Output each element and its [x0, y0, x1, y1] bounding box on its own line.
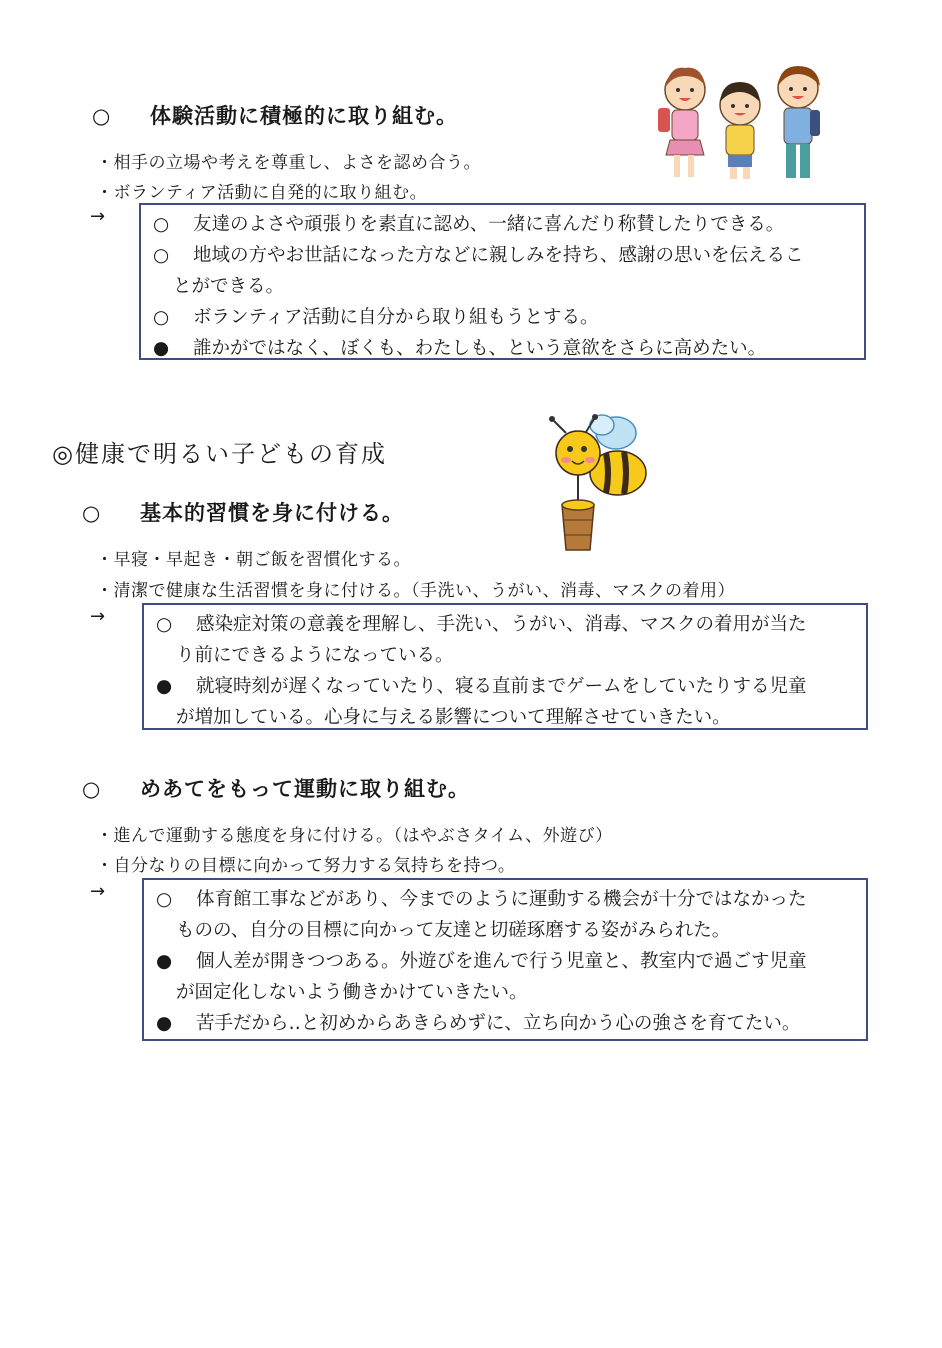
- section1-arrow: →: [90, 206, 106, 227]
- section2-box-item-2-cont: [156, 702, 858, 733]
- box-item-text-cont: が増加している。心身に与える影響について理解させていきたい。: [176, 707, 731, 728]
- honey-bucket: [562, 505, 594, 550]
- boy-figure-small: [720, 82, 760, 179]
- section1-box-item-4: [153, 333, 856, 364]
- box-item-text: 感染症対策の意義を理解し、手洗い、うがい、消毒、マスクの着用が当た: [196, 614, 807, 635]
- section1-box: [139, 203, 866, 360]
- box-item-text: 地域の方やお世話になった方などに親しみを持ち、感謝の思いを伝えるこ: [193, 245, 804, 266]
- box-item-text-cont: が固定化しないよう働きかけていきたい。: [176, 982, 528, 1003]
- box-item-text: 苦手だから‥と初めからあきらめずに、立ち向かう心の強さを育てたい。: [196, 1013, 801, 1034]
- section1-box-item-2-cont: [153, 271, 856, 302]
- bee-head: [556, 431, 600, 475]
- section2-heading: 基本的習慣を身に付ける。: [139, 501, 404, 525]
- box-item-mark: ●: [153, 338, 170, 359]
- section3-box-item-1-cont: [156, 915, 858, 946]
- box-item-text-cont: とができる。: [173, 276, 285, 297]
- boy-figure-tall: [778, 66, 820, 178]
- bee-illustration: [536, 405, 656, 555]
- section2-box-item-1-cont: [156, 640, 858, 671]
- box-item-mark: ○: [156, 614, 173, 635]
- box-item-text: 就寝時刻が遅くなっていたり、寝る直前までゲームをしていたりする児童: [196, 676, 807, 697]
- box-item-mark: ○: [153, 245, 170, 266]
- section1-box-item-3: [153, 302, 856, 333]
- section2-box: [142, 603, 868, 730]
- section1-box-item-2: [153, 240, 856, 271]
- box-item-mark: ○: [153, 214, 170, 235]
- section2-heading-row: [82, 497, 404, 527]
- section1-heading-mark: ○: [92, 104, 112, 128]
- section1-box-item-1: [153, 209, 856, 240]
- section2-arrow: →: [90, 606, 106, 627]
- section3-arrow: →: [90, 881, 106, 902]
- section3-box-item-2-cont: [156, 977, 858, 1008]
- section3-box-item-2: [156, 946, 858, 977]
- box-item-mark: ●: [156, 951, 173, 972]
- section3-box-item-3: [156, 1008, 858, 1039]
- box-item-text: ボランティア活動に自分から取り組もうとする。: [193, 307, 599, 328]
- section1-heading-row: [92, 100, 458, 130]
- section3-heading: めあてをもって運動に取り組む。: [139, 777, 470, 801]
- box-item-mark: ○: [156, 889, 173, 910]
- box-item-mark: ○: [153, 307, 170, 328]
- section3-heading-row: [82, 773, 470, 803]
- section3-bullet-1: ・進んで運動する態度を身に付ける。（はやぶさタイム、外遊び）: [96, 826, 613, 846]
- section1-heading: 体験活動に積極的に取り組む。: [149, 104, 458, 128]
- section2-box-item-1: [156, 609, 858, 640]
- box-item-text: 誰かがではなく、ぼくも、わたしも、という意欲をさらに高めたい。: [193, 338, 767, 359]
- box-item-text: 体育館工事などがあり、今までのように運動する機会が十分ではなかった: [196, 889, 807, 910]
- box-item-text: 友達のよさや頑張りを素直に認め、一緒に喜んだり称賛したりできる。: [193, 214, 785, 235]
- girl-figure: [658, 68, 706, 177]
- box-item-text: 個人差が開きつつある。外遊びを進んで行う児童と、教室内で過ごす児童: [196, 951, 807, 972]
- box-item-mark: ●: [156, 676, 173, 697]
- box-item-text-cont: り前にできるようになっている。: [176, 645, 454, 666]
- section3-box-item-1: [156, 884, 858, 915]
- section1-bullet-1: ・相手の立場や考えを尊重し、よさを認め合う。: [96, 153, 481, 173]
- section3-bullet-2: ・自分なりの目標に向かって努力する気持ちを持つ。: [96, 856, 516, 876]
- section3-box: [142, 878, 868, 1041]
- section2-bullet-2: ・清潔で健康な生活習慣を身に付ける。（手洗い、うがい、消毒、マスクの着用）: [96, 581, 735, 601]
- section2-heading-mark: ○: [82, 501, 102, 525]
- box-item-mark: ●: [156, 1013, 173, 1034]
- main-section-title: ◎健康で明るい子どもの育成: [52, 440, 387, 468]
- children-illustration: [650, 60, 830, 185]
- section3-heading-mark: ○: [82, 777, 102, 801]
- section2-bullet-1: ・早寝・早起き・朝ご飯を習慣化する。: [96, 550, 411, 570]
- section1-bullet-2: ・ボランティア活動に自発的に取り組む。: [96, 183, 428, 203]
- section2-box-item-2: [156, 671, 858, 702]
- box-item-text-cont: ものの、自分の目標に向かって友達と切磋琢磨する姿がみられた。: [176, 920, 731, 941]
